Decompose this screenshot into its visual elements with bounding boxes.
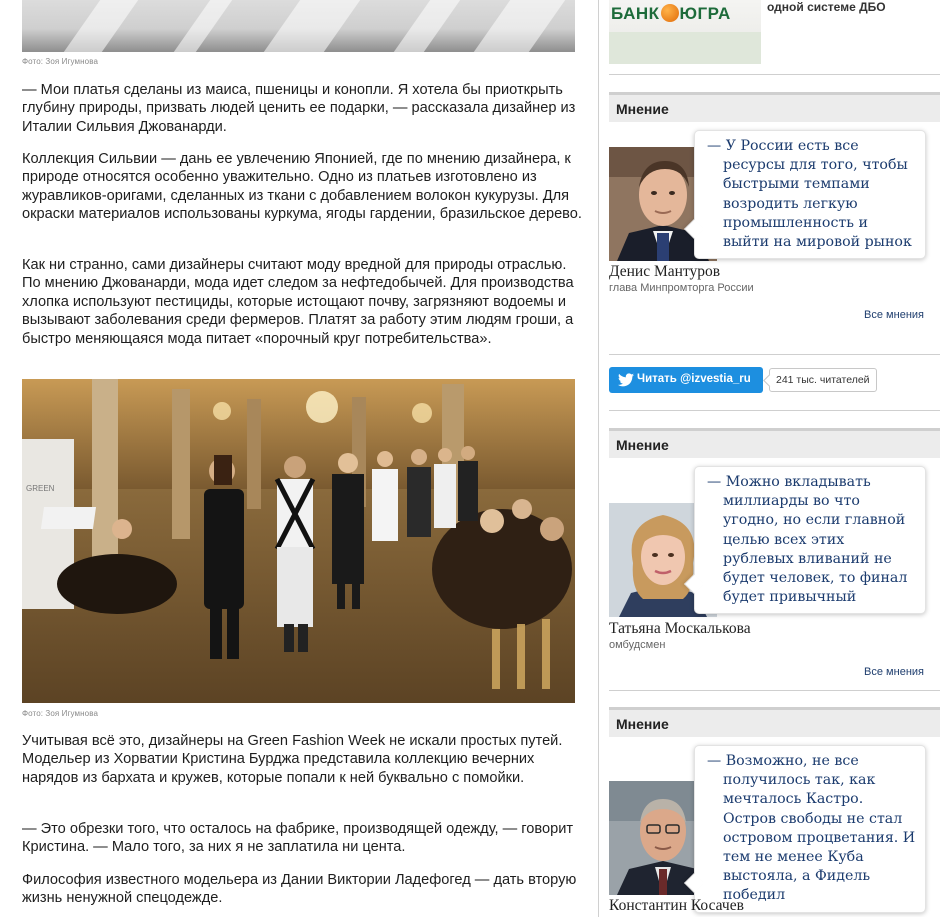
bank-coin-icon bbox=[661, 4, 679, 22]
opinion-heading: Мнение bbox=[609, 428, 940, 458]
opinion-author-role: омбудсмен bbox=[609, 639, 666, 651]
opinion-quote[interactable]: — У России есть все ресурсы для того, чтобы быстрыми темпами возродить легкую промышленность и выйти на мировой рынок bbox=[694, 130, 926, 259]
article-photo-fashion-show[interactable] bbox=[22, 379, 575, 703]
article-paragraph: Учитывая всё это, дизайнеры на Green Fashion Week не искали простых путей. Модельер из Хорватии Кристина Бурджа представила коллекцию вечерних нарядов из бархата и кружев, которые попали к ней буквально с помойки. bbox=[22, 733, 563, 786]
opinion-quote[interactable]: — Возможно, не все получилось так, как мечталось Кастро. Остров свободы не стал островом процветания. И тем не менее Куба выстояла, а Фидель победил bbox=[694, 745, 926, 913]
opinion-author-name[interactable]: Константин Косачев bbox=[609, 897, 744, 914]
opinion-author-role: глава Минпромторга России bbox=[609, 282, 754, 294]
bank-ad-text[interactable]: одной системе ДБО bbox=[767, 0, 886, 14]
article-photo-top[interactable] bbox=[22, 0, 575, 52]
opinion-author-name[interactable]: Татьяна Москалькова bbox=[609, 620, 751, 637]
bank-ad-banner[interactable] bbox=[609, 0, 761, 64]
opinion-author-name[interactable]: Денис Мантуров bbox=[609, 263, 721, 280]
twitter-bird-icon bbox=[618, 373, 634, 387]
opinion-heading: Мнение bbox=[609, 707, 940, 737]
sidebar bbox=[598, 0, 940, 917]
article-paragraph: Коллекция Сильвии — дань ее увлечению Японией, где по мнению дизайнера, к природе относятся особенно уважительно. Одно из платьев изготовлено из журавликов-оригами, сделанных из ткани с добавлением волокон кукурузы. Для окраски материалов использованы куркума, ягоды гардении, бразильское дерево. bbox=[22, 151, 582, 223]
photo-credit: Фото: Зоя Игумнова bbox=[22, 709, 99, 718]
article-paragraph: Как ни странно, сами дизайнеры считают моду вредной для природы отраслью. По мнению Джованарди, мода идет следом за нефтедобычей. Для производства хлопка используют пестициды, которые истощают почву, загрязняют водоемы и вызывают заболевания среди фермеров. Платят за работу этим людям гроши, а быстро меняющаяся мода питает «порочный круг потребительства». bbox=[22, 257, 574, 347]
article-paragraph: — Это обрезки того, что осталось на фабрике, производящей одежду, — говорит Кристина. — Мало того, за них я не заплатила ни цента. bbox=[22, 821, 574, 856]
all-opinions-link[interactable]: Все мнения bbox=[864, 309, 924, 321]
article-paragraph: Философия известного модельера из Дании Виктории Ладефогед — дать вторую жизнь ненужной спецодежде. bbox=[22, 872, 577, 907]
all-opinions-link[interactable]: Все мнения bbox=[864, 666, 924, 678]
twitter-follow-label: Читать @izvestia_ru bbox=[637, 373, 751, 385]
twitter-follow-button[interactable] bbox=[609, 367, 763, 393]
opinion-quote[interactable]: — Можно вкладывать миллиарды во что угодно, но если главной целью всех этих рублевых вливаний не будет человек, то финал будет привычный bbox=[694, 466, 926, 614]
article-paragraph: — Мои платья сделаны из маиса, пшеницы и конопли. Я хотела бы приоткрыть глубину природы, призвать людей ценить ее подарки, — рассказала дизайнер из Италии Сильвия Джованарди. bbox=[22, 82, 576, 135]
twitter-follower-count[interactable]: 241 тыс. читателей bbox=[769, 368, 877, 392]
opinion-heading: Мнение bbox=[609, 92, 940, 122]
bank-logo: БАНК ЮГРА bbox=[611, 4, 731, 23]
photo-banner: GREEN bbox=[26, 484, 55, 493]
photo-credit: Фото: Зоя Игумнова bbox=[22, 57, 99, 66]
